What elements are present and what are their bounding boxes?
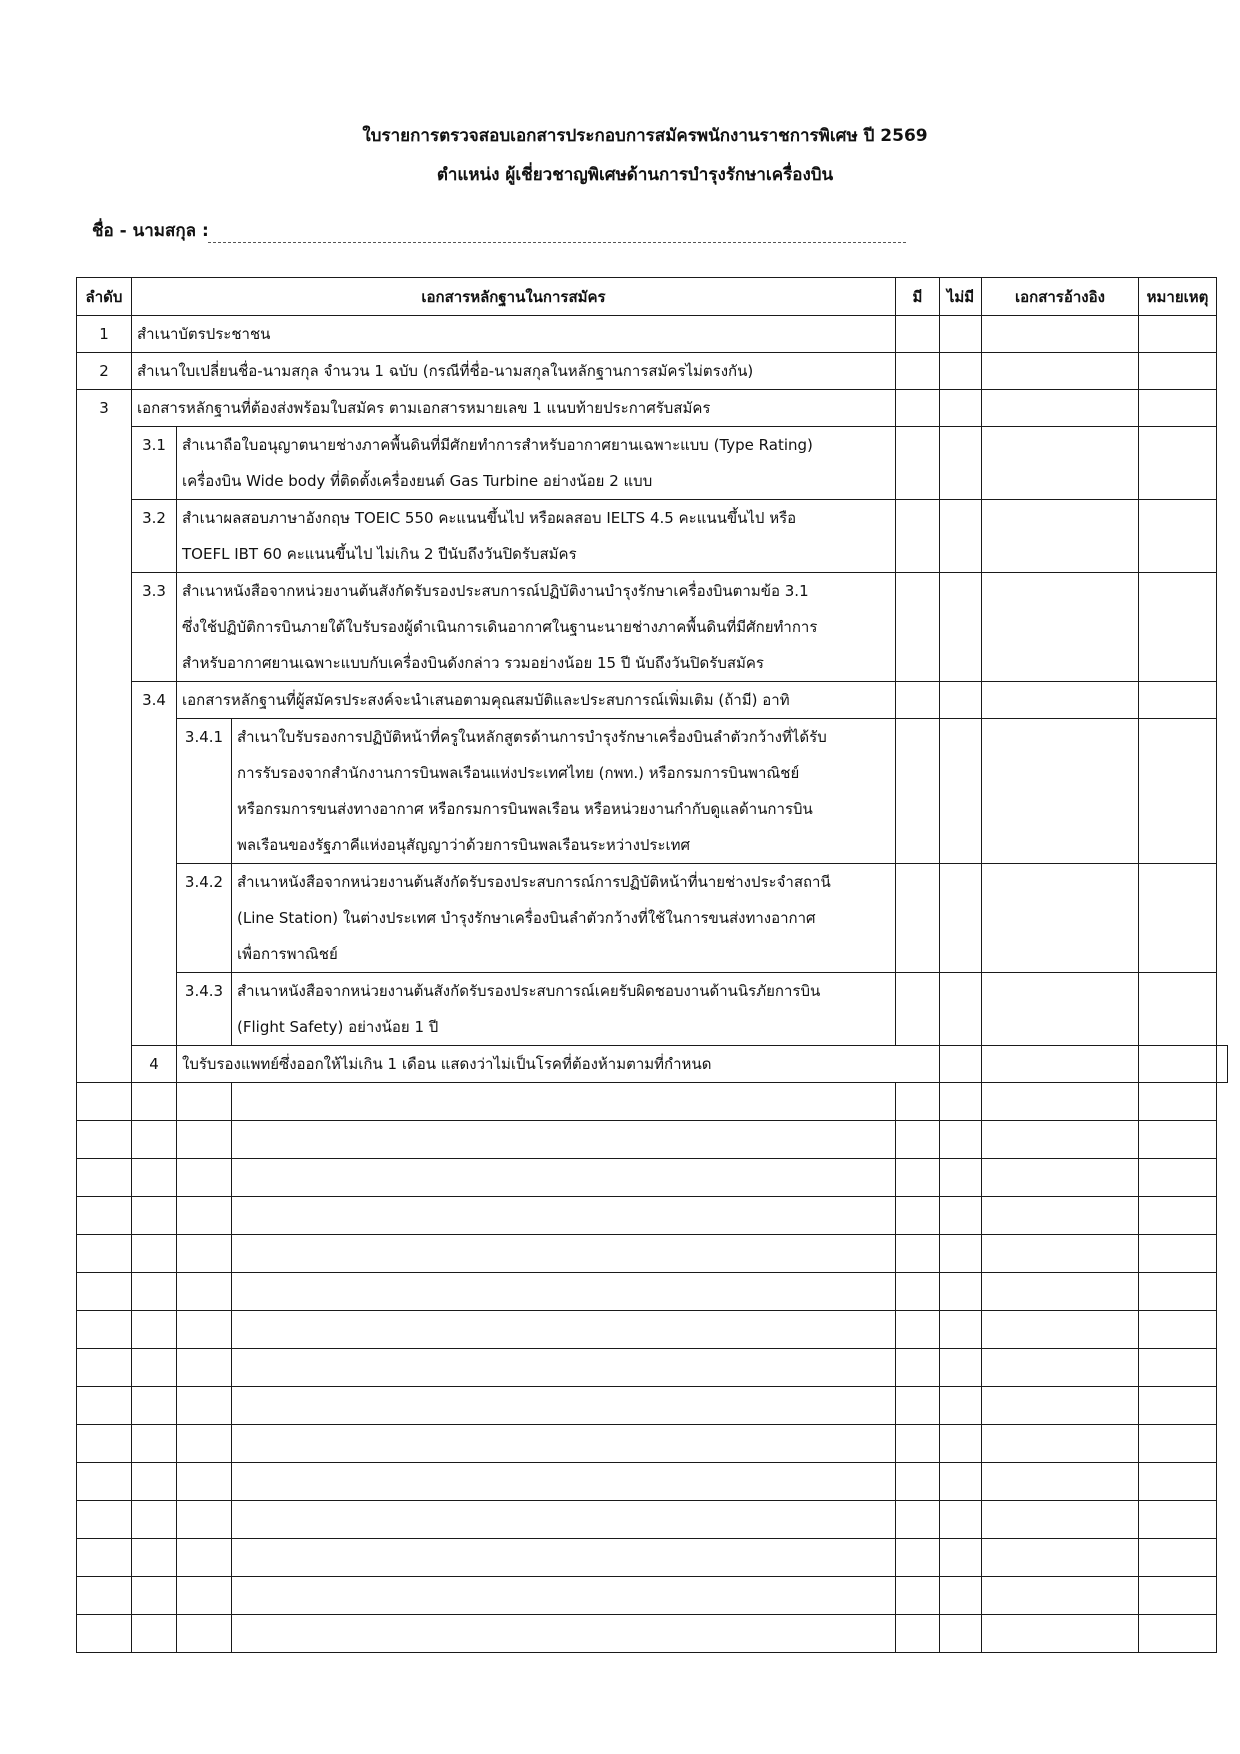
reference-cell[interactable] (982, 1083, 1139, 1121)
row-text-line: การรับรองจากสำนักงานการบินพลเรือนแห่งประเทศไทย (กพท.) หรือกรมการบินพาณิชย์ (237, 764, 800, 782)
blank-sub-cell[interactable] (132, 1349, 177, 1387)
not-have-check-cell[interactable] (940, 500, 982, 573)
not-have-check-cell[interactable] (940, 1121, 982, 1159)
blank-subsub-cell[interactable] (177, 1121, 232, 1159)
blank-subsub-cell[interactable] (177, 1083, 232, 1121)
have-check-cell[interactable] (896, 682, 940, 719)
note-cell[interactable] (1139, 719, 1217, 864)
blank-subsub-cell[interactable] (177, 1501, 232, 1539)
row-document-text (232, 719, 896, 864)
note-cell[interactable] (1139, 864, 1217, 973)
have-check-cell[interactable] (896, 1273, 940, 1311)
blank-subsub-cell[interactable] (177, 1197, 232, 1235)
checklist-table (76, 277, 1228, 1653)
table-row (77, 316, 1228, 353)
blank-sub-cell[interactable] (132, 1121, 177, 1159)
have-check-cell[interactable] (896, 1463, 940, 1501)
row-number: 3.1 (132, 427, 177, 500)
reference-cell[interactable] (982, 1539, 1139, 1577)
note-cell[interactable] (1139, 1197, 1217, 1235)
reference-cell[interactable] (982, 353, 1139, 390)
blank-number-cell[interactable] (77, 1311, 132, 1349)
blank-number-cell[interactable] (77, 1159, 132, 1197)
note-cell[interactable] (1139, 1311, 1217, 1349)
row-document-text: สำเนาใบเปลี่ยนชื่อ-นามสกุล จำนวน 1 ฉบับ (กรณีที่ชื่อ-นามสกุลในหลักฐานการสมัครไม่ตรงกัน) (132, 353, 896, 390)
not-have-check-cell[interactable] (940, 390, 982, 427)
reference-cell[interactable] (982, 390, 1139, 427)
note-cell[interactable] (1139, 1159, 1217, 1197)
row-number: 3.4.1 (177, 719, 232, 864)
name-label: ชื่อ - นามสกุล : (92, 221, 209, 241)
blank-subsub-cell[interactable] (177, 1615, 232, 1653)
reference-cell[interactable] (982, 573, 1139, 682)
note-cell[interactable] (1139, 1463, 1217, 1501)
blank-document-cell[interactable] (232, 1539, 896, 1577)
row-text-line: พลเรือนของรัฐภาคีแห่งอนุสัญญาว่าด้วยการบินพลเรือนระหว่างประเทศ (237, 836, 691, 854)
table-row (77, 1046, 1228, 1083)
blank-document-cell[interactable] (232, 1311, 896, 1349)
have-check-cell[interactable] (896, 1501, 940, 1539)
note-cell[interactable] (1139, 316, 1217, 353)
blank-number-cell[interactable] (77, 1387, 132, 1425)
blank-subsub-cell[interactable] (177, 1539, 232, 1577)
row-number: 4 (132, 1046, 177, 1083)
note-cell[interactable] (1139, 1273, 1217, 1311)
have-check-cell[interactable] (896, 1539, 940, 1577)
blank-table-row (77, 1387, 1228, 1425)
blank-sub-cell[interactable] (132, 1159, 177, 1197)
reference-cell[interactable] (982, 1349, 1139, 1387)
blank-table-row (77, 1273, 1228, 1311)
note-cell[interactable] (1217, 1046, 1228, 1083)
position-title: ตำแหน่ง ผู้เชี่ยวชาญพิเศษด้านการบำรุงรักษาเครื่องบิน (436, 165, 834, 185)
blank-subsub-cell[interactable] (177, 1387, 232, 1425)
note-cell[interactable] (1139, 1577, 1217, 1615)
reference-cell[interactable] (982, 1273, 1139, 1311)
note-cell[interactable] (1139, 1387, 1217, 1425)
blank-table-row (77, 1083, 1228, 1121)
have-check-cell[interactable] (896, 1083, 940, 1121)
reference-cell[interactable] (982, 973, 1139, 1046)
blank-subsub-cell[interactable] (177, 1235, 232, 1273)
header-reference: เอกสารอ้างอิง (982, 278, 1139, 316)
blank-table-row (77, 1349, 1228, 1387)
document-title: ใบรายการตรวจสอบเอกสารประกอบการสมัครพนักงานราชการพิเศษ ปี 2569 (362, 126, 928, 146)
blank-table-row (77, 1235, 1228, 1273)
have-check-cell[interactable] (896, 1159, 940, 1197)
blank-subsub-cell[interactable] (177, 1159, 232, 1197)
blank-document-cell[interactable] (232, 1501, 896, 1539)
have-check-cell[interactable] (940, 1046, 982, 1083)
reference-cell[interactable] (982, 682, 1139, 719)
not-have-check-cell[interactable] (940, 1197, 982, 1235)
table-row (77, 353, 1228, 390)
row-number: 3 (77, 390, 132, 1083)
blank-sub-cell[interactable] (132, 1311, 177, 1349)
blank-sub-cell[interactable] (132, 1539, 177, 1577)
table-row (77, 573, 1228, 682)
blank-subsub-cell[interactable] (177, 1349, 232, 1387)
have-check-cell[interactable] (896, 1349, 940, 1387)
note-cell[interactable] (1139, 390, 1217, 427)
reference-cell[interactable] (982, 500, 1139, 573)
blank-subsub-cell[interactable] (177, 1425, 232, 1463)
row-document-text: ใบรับรองแพทย์ซึ่งออกให้ไม่เกิน 1 เดือน แสดงว่าไม่เป็นโรคที่ต้องห้ามตามที่กำหนด (177, 1046, 940, 1083)
reference-cell[interactable] (982, 316, 1139, 353)
blank-number-cell[interactable] (77, 1539, 132, 1577)
blank-document-cell[interactable] (232, 1121, 896, 1159)
blank-document-cell[interactable] (232, 1425, 896, 1463)
blank-sub-cell[interactable] (132, 1501, 177, 1539)
note-cell[interactable] (1139, 573, 1217, 682)
blank-sub-cell[interactable] (132, 1425, 177, 1463)
note-cell[interactable] (1139, 1121, 1217, 1159)
reference-cell[interactable] (982, 1501, 1139, 1539)
blank-subsub-cell[interactable] (177, 1577, 232, 1615)
reference-cell[interactable] (982, 427, 1139, 500)
row-document-text (177, 427, 896, 500)
row-number: 3.4.3 (177, 973, 232, 1046)
blank-document-cell[interactable] (232, 1463, 896, 1501)
have-check-cell[interactable] (896, 1425, 940, 1463)
blank-table-row (77, 1577, 1228, 1615)
blank-sub-cell[interactable] (132, 1577, 177, 1615)
not-have-check-cell[interactable] (940, 1349, 982, 1387)
have-check-cell[interactable] (896, 1235, 940, 1273)
row-number: 1 (77, 316, 132, 353)
reference-cell[interactable] (982, 1235, 1139, 1273)
row-document-text (177, 500, 896, 573)
table-row (77, 427, 1228, 500)
row-text-line: สำเนาหนังสือจากหน่วยงานต้นสังกัดรับรองประสบการณ์การปฏิบัติหน้าที่นายช่างประจำสถานี (237, 873, 831, 891)
not-have-check-cell[interactable] (940, 1501, 982, 1539)
blank-number-cell[interactable] (77, 1197, 132, 1235)
table-row (77, 390, 1228, 427)
blank-number-cell[interactable] (77, 1235, 132, 1273)
blank-number-cell[interactable] (77, 1577, 132, 1615)
not-have-check-cell[interactable] (982, 1046, 1139, 1083)
row-number: 3.4.2 (177, 864, 232, 973)
not-have-check-cell[interactable] (940, 1159, 982, 1197)
blank-document-cell[interactable] (232, 1387, 896, 1425)
blank-sub-cell[interactable] (132, 1083, 177, 1121)
table-header-row (77, 278, 1228, 316)
reference-cell[interactable] (982, 864, 1139, 973)
row-document-text: เอกสารหลักฐานที่ผู้สมัครประสงค์จะนำเสนอตามคุณสมบัติและประสบการณ์เพิ่มเติม (ถ้ามี) อาทิ (177, 682, 896, 719)
header-document: เอกสารหลักฐานในการสมัคร (132, 278, 896, 316)
row-text-line: TOEFL IBT 60 คะแนนขึ้นไป ไม่เกิน 2 ปีนับถึงวันปิดรับสมัคร (182, 545, 577, 563)
row-text-line: สำเนาใบรับรองการปฏิบัติหน้าที่ครูในหลักสูตรด้านการบำรุงรักษาเครื่องบินลำตัวกว้างที่ได้รับ (237, 728, 827, 746)
blank-document-cell[interactable] (232, 1273, 896, 1311)
row-document-text (232, 864, 896, 973)
reference-cell[interactable] (982, 1463, 1139, 1501)
have-check-cell[interactable] (896, 500, 940, 573)
table-row (77, 864, 1228, 973)
have-check-cell[interactable] (896, 353, 940, 390)
not-have-check-cell[interactable] (940, 316, 982, 353)
not-have-check-cell[interactable] (940, 1577, 982, 1615)
blank-number-cell[interactable] (77, 1121, 132, 1159)
row-text-line: สำหรับอากาศยานเฉพาะแบบกับเครื่องบินดังกล่าว รวมอย่างน้อย 15 ปี นับถึงวันปิดรับสมัคร (182, 654, 764, 672)
row-document-text (232, 973, 896, 1046)
have-check-cell[interactable] (896, 1615, 940, 1653)
have-check-cell[interactable] (896, 719, 940, 864)
blank-subsub-cell[interactable] (177, 1463, 232, 1501)
blank-sub-cell[interactable] (132, 1197, 177, 1235)
row-text-line: (Line Station) ในต่างประเทศ บำรุงรักษาเครื่องบินลำตัวกว้างที่ใช้ในการขนส่งทางอากาศ (237, 909, 816, 927)
not-have-check-cell[interactable] (940, 1539, 982, 1577)
reference-cell[interactable] (1139, 1046, 1217, 1083)
note-cell[interactable] (1139, 1425, 1217, 1463)
blank-number-cell[interactable] (77, 1083, 132, 1121)
not-have-check-cell[interactable] (940, 973, 982, 1046)
note-cell[interactable] (1139, 1539, 1217, 1577)
have-check-cell[interactable] (896, 427, 940, 500)
blank-subsub-cell[interactable] (177, 1311, 232, 1349)
blank-table-row (77, 1121, 1228, 1159)
have-check-cell[interactable] (896, 1577, 940, 1615)
blank-document-cell[interactable] (232, 1615, 896, 1653)
row-number: 3.2 (132, 500, 177, 573)
reference-cell[interactable] (982, 1197, 1139, 1235)
table-row (77, 500, 1228, 573)
blank-table-row (77, 1425, 1228, 1463)
reference-cell[interactable] (982, 1577, 1139, 1615)
row-text-line: เครื่องบิน Wide body ที่ติดตั้งเครื่องยนต์ Gas Turbine อย่างน้อย 2 แบบ (182, 472, 653, 490)
reference-cell[interactable] (982, 1159, 1139, 1197)
have-check-cell[interactable] (896, 316, 940, 353)
blank-table-row (77, 1615, 1228, 1653)
header-note: หมายเหตุ (1139, 278, 1217, 316)
blank-document-cell[interactable] (232, 1083, 896, 1121)
header-have: มี (896, 278, 940, 316)
not-have-check-cell[interactable] (940, 1615, 982, 1653)
not-have-check-cell[interactable] (940, 1463, 982, 1501)
blank-number-cell[interactable] (77, 1463, 132, 1501)
blank-document-cell[interactable] (232, 1197, 896, 1235)
blank-number-cell[interactable] (77, 1273, 132, 1311)
note-cell[interactable] (1139, 427, 1217, 500)
blank-number-cell[interactable] (77, 1349, 132, 1387)
reference-cell[interactable] (982, 1615, 1139, 1653)
blank-subsub-cell[interactable] (177, 1273, 232, 1311)
have-check-cell[interactable] (896, 973, 940, 1046)
row-text-line: (Flight Safety) อย่างน้อย 1 ปี (237, 1018, 439, 1036)
not-have-check-cell[interactable] (940, 682, 982, 719)
blank-sub-cell[interactable] (132, 1235, 177, 1273)
blank-number-cell[interactable] (77, 1425, 132, 1463)
table-row (77, 973, 1228, 1046)
have-check-cell[interactable] (896, 1387, 940, 1425)
not-have-check-cell[interactable] (940, 1273, 982, 1311)
blank-table-row (77, 1159, 1228, 1197)
have-check-cell[interactable] (896, 1197, 940, 1235)
row-document-text: สำเนาบัตรประชาชน (132, 316, 896, 353)
table-row (77, 682, 1228, 719)
header-not-have: ไม่มี (940, 278, 982, 316)
not-have-check-cell[interactable] (940, 573, 982, 682)
not-have-check-cell[interactable] (940, 1387, 982, 1425)
blank-sub-cell[interactable] (132, 1615, 177, 1653)
blank-table-row (77, 1539, 1228, 1577)
blank-table-row (77, 1463, 1228, 1501)
blank-document-cell[interactable] (232, 1577, 896, 1615)
note-cell[interactable] (1139, 1083, 1217, 1121)
not-have-check-cell[interactable] (940, 1083, 982, 1121)
table-row (77, 719, 1228, 864)
reference-cell[interactable] (982, 1425, 1139, 1463)
not-have-check-cell[interactable] (940, 353, 982, 390)
note-cell[interactable] (1139, 1349, 1217, 1387)
header-no: ลำดับ (77, 278, 132, 316)
blank-document-cell[interactable] (232, 1349, 896, 1387)
not-have-check-cell[interactable] (940, 1235, 982, 1273)
have-check-cell[interactable] (896, 1311, 940, 1349)
blank-document-cell[interactable] (232, 1235, 896, 1273)
row-text-line: สำเนาผลสอบภาษาอังกฤษ TOEIC 550 คะแนนขึ้นไป หรือผลสอบ IELTS 4.5 คะแนนขึ้นไป หรือ (182, 509, 797, 527)
note-cell[interactable] (1139, 682, 1217, 719)
name-fill-line[interactable] (208, 242, 906, 243)
not-have-check-cell[interactable] (940, 1425, 982, 1463)
note-cell[interactable] (1139, 353, 1217, 390)
blank-table-row (77, 1197, 1228, 1235)
note-cell[interactable] (1139, 1501, 1217, 1539)
row-number: 3.3 (132, 573, 177, 682)
blank-table-row (77, 1311, 1228, 1349)
reference-cell[interactable] (982, 1311, 1139, 1349)
row-text-line: สำเนาถือใบอนุญาตนายช่างภาคพื้นดินที่มีศักยทำการสำหรับอากาศยานเฉพาะแบบ (Type Rating) (182, 436, 813, 454)
have-check-cell[interactable] (896, 573, 940, 682)
have-check-cell[interactable] (896, 1121, 940, 1159)
blank-number-cell[interactable] (77, 1615, 132, 1653)
blank-document-cell[interactable] (232, 1159, 896, 1197)
row-text-line: เพื่อการพาณิชย์ (237, 945, 338, 963)
row-text-line: สำเนาหนังสือจากหน่วยงานต้นสังกัดรับรองประสบการณ์ปฏิบัติงานบำรุงรักษาเครื่องบินตามข้อ 3.1 (182, 582, 809, 600)
not-have-check-cell[interactable] (940, 427, 982, 500)
not-have-check-cell[interactable] (940, 864, 982, 973)
row-text-line: ซึ่งใช้ปฏิบัติการบินภายใต้ใบรับรองผู้ดำเนินการเดินอากาศในฐานะนายช่างภาคพื้นดินที่มีศักยทำการ (182, 618, 818, 636)
blank-sub-cell[interactable] (132, 1463, 177, 1501)
blank-sub-cell[interactable] (132, 1387, 177, 1425)
not-have-check-cell[interactable] (940, 719, 982, 864)
note-cell[interactable] (1139, 1235, 1217, 1273)
row-text-line: หรือกรมการขนส่งทางอากาศ หรือกรมการบินพลเรือน หรือหน่วยงานกำกับดูแลด้านการบิน (237, 800, 813, 818)
note-cell[interactable] (1139, 500, 1217, 573)
reference-cell[interactable] (982, 719, 1139, 864)
blank-table-row (77, 1501, 1228, 1539)
blank-number-cell[interactable] (77, 1501, 132, 1539)
note-cell[interactable] (1139, 973, 1217, 1046)
not-have-check-cell[interactable] (940, 1311, 982, 1349)
reference-cell[interactable] (982, 1387, 1139, 1425)
row-document-text (177, 573, 896, 682)
have-check-cell[interactable] (896, 864, 940, 973)
have-check-cell[interactable] (896, 390, 940, 427)
row-number: 3.4 (132, 682, 177, 1046)
row-document-text: เอกสารหลักฐานที่ต้องส่งพร้อมใบสมัคร ตามเอกสารหมายเลข 1 แนบท้ายประกาศรับสมัคร (132, 390, 896, 427)
row-number: 2 (77, 353, 132, 390)
note-cell[interactable] (1139, 1615, 1217, 1653)
blank-sub-cell[interactable] (132, 1273, 177, 1311)
row-text-line: สำเนาหนังสือจากหน่วยงานต้นสังกัดรับรองประสบการณ์เคยรับผิดชอบงานด้านนิรภัยการบิน (237, 982, 821, 1000)
reference-cell[interactable] (982, 1121, 1139, 1159)
